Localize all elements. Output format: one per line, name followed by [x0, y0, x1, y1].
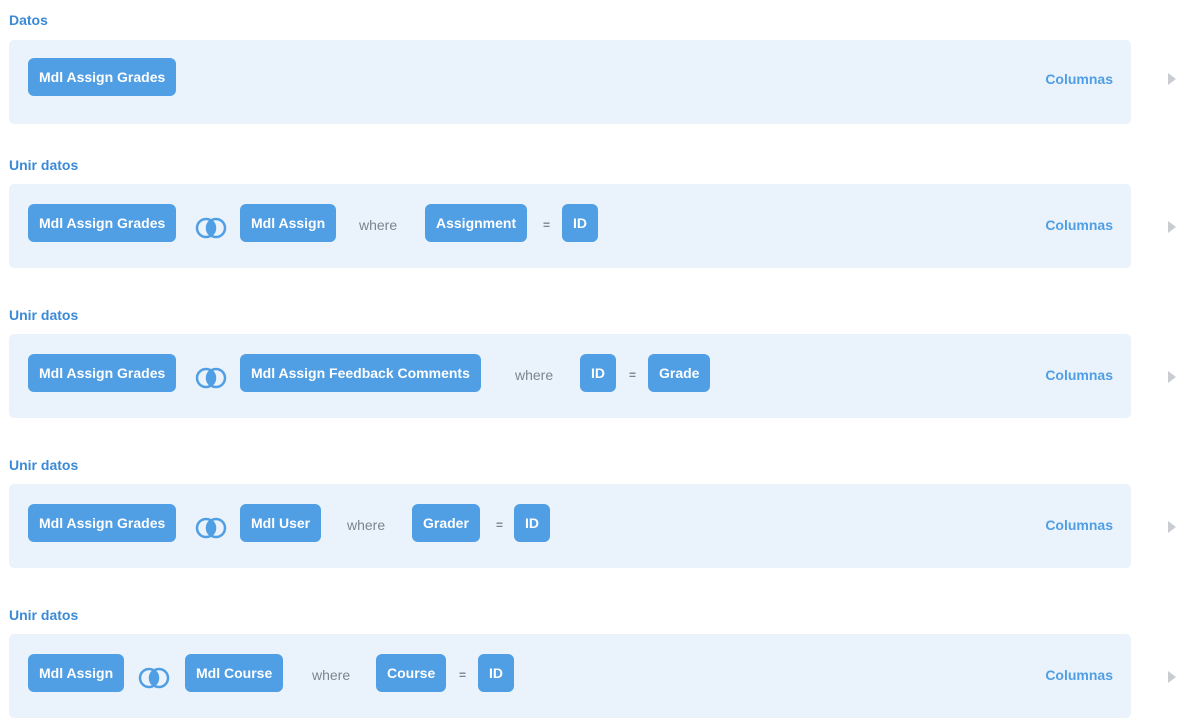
equals-operator: = — [543, 218, 551, 232]
right-join-field-button[interactable]: ID — [514, 504, 550, 542]
source-table-button[interactable]: Mdl Assign Grades — [28, 58, 176, 96]
right-join-field-button[interactable]: Grade — [648, 354, 710, 392]
join-step-box-4 — [9, 634, 1131, 718]
where-label: where — [312, 667, 351, 683]
columns-link[interactable]: Columnas — [1045, 517, 1113, 533]
expand-step-icon[interactable] — [1167, 220, 1177, 234]
where-label: where — [359, 217, 398, 233]
right-table-button[interactable]: Mdl Assign — [240, 204, 336, 242]
left-join-field-button[interactable]: Grader — [412, 504, 480, 542]
columns-link[interactable]: Columnas — [1045, 217, 1113, 233]
left-table-button[interactable]: Mdl Assign Grades — [28, 504, 176, 542]
step-label-join-2: Unir datos — [9, 307, 79, 323]
join-type-icon[interactable] — [135, 667, 173, 689]
right-join-field-button[interactable]: ID — [478, 654, 514, 692]
data-step-box — [9, 40, 1131, 124]
left-join-field-button[interactable]: Course — [376, 654, 446, 692]
left-join-field-button[interactable]: ID — [580, 354, 616, 392]
columns-link[interactable]: Columnas — [1045, 667, 1113, 683]
columns-link[interactable]: Columnas — [1045, 71, 1113, 87]
join-type-icon[interactable] — [192, 367, 230, 389]
right-join-field-button[interactable]: ID — [562, 204, 598, 242]
join-step-box-2 — [9, 334, 1131, 418]
join-step-box-1 — [9, 184, 1131, 268]
columns-link[interactable]: Columnas — [1045, 367, 1113, 383]
where-label: where — [347, 517, 386, 533]
step-label-join-1: Unir datos — [9, 157, 79, 173]
join-type-icon[interactable] — [192, 217, 230, 239]
right-table-button[interactable]: Mdl User — [240, 504, 321, 542]
step-label-join-4: Unir datos — [9, 607, 79, 623]
where-label: where — [515, 367, 554, 383]
left-table-button[interactable]: Mdl Assign Grades — [28, 204, 176, 242]
left-join-field-button[interactable]: Assignment — [425, 204, 527, 242]
join-step-box-3 — [9, 484, 1131, 568]
equals-operator: = — [496, 518, 504, 532]
right-table-button[interactable]: Mdl Course — [185, 654, 283, 692]
expand-step-icon[interactable] — [1167, 72, 1177, 86]
expand-step-icon[interactable] — [1167, 670, 1177, 684]
expand-step-icon[interactable] — [1167, 520, 1177, 534]
left-table-button[interactable]: Mdl Assign Grades — [28, 354, 176, 392]
equals-operator: = — [459, 668, 467, 682]
step-label-data: Datos — [9, 12, 48, 28]
step-label-join-3: Unir datos — [9, 457, 79, 473]
left-table-button[interactable]: Mdl Assign — [28, 654, 124, 692]
equals-operator: = — [629, 368, 637, 382]
expand-step-icon[interactable] — [1167, 370, 1177, 384]
join-type-icon[interactable] — [192, 517, 230, 539]
right-table-button[interactable]: Mdl Assign Feedback Comments — [240, 354, 481, 392]
